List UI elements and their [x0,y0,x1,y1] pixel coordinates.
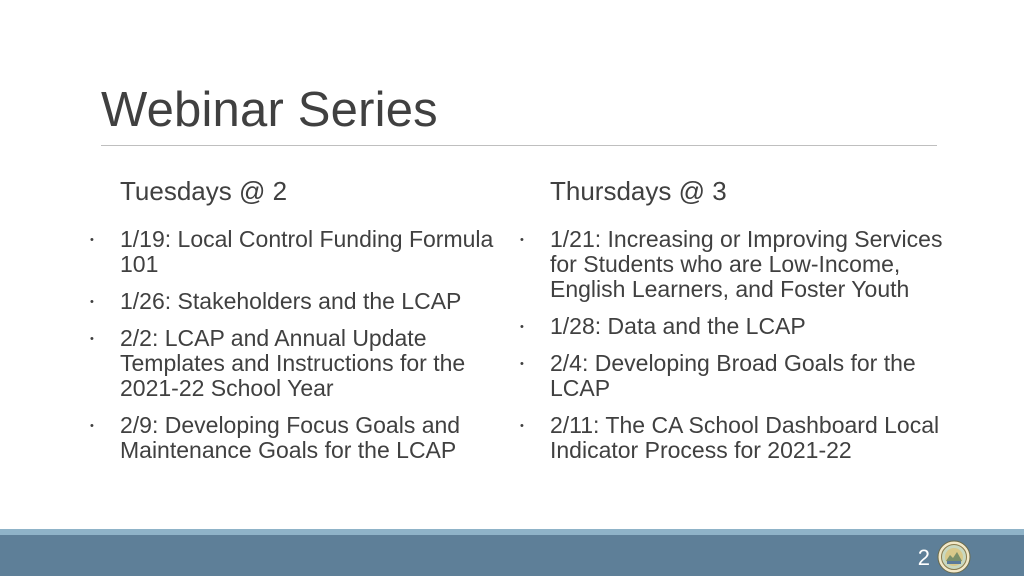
list-item: • 1/28: Data and the LCAP [520,313,806,339]
thursdays-column [520,176,950,475]
list-item: • 2/2: LCAP and Annual Update Templates and Instructions for the 2021-22 School Year [90,325,466,401]
thursdays-list [520,226,950,463]
title-divider [101,145,937,146]
footer-bar [0,535,1024,576]
bullet-icon: • [90,420,94,432]
bullet-icon: • [90,234,94,246]
list-item: • 1/21: Increasing or Improving Services for Students who are Low-Income, English Learners, and Foster Youth [520,226,943,302]
page-number: 2 [917,545,930,570]
list-item: • 2/4: Developing Broad Goals for the LCAP [520,350,916,401]
bullet-icon: • [90,296,94,308]
list-item: • 2/9: Developing Focus Goals and Maintenance Goals for the LCAP [90,412,461,463]
slide-title: Webinar Series [101,83,438,137]
tuesdays-column [90,176,520,475]
bullet-icon: • [520,420,524,432]
state-seal-icon [937,540,971,574]
bullet-icon: • [520,321,524,333]
bullet-icon: • [520,234,524,246]
list-item: • 1/19: Local Control Funding Formula 101 [90,226,494,277]
thursdays-heading: Thursdays @ 3 [550,176,727,206]
tuesdays-heading: Tuesdays @ 2 [120,176,288,206]
list-item: • 2/11: The CA School Dashboard Local Indicator Process for 2021-22 [520,412,940,463]
bullet-icon: • [520,358,524,370]
bullet-icon: • [90,333,94,345]
list-item: • 1/26: Stakeholders and the LCAP [90,288,462,314]
tuesdays-list [90,226,520,463]
